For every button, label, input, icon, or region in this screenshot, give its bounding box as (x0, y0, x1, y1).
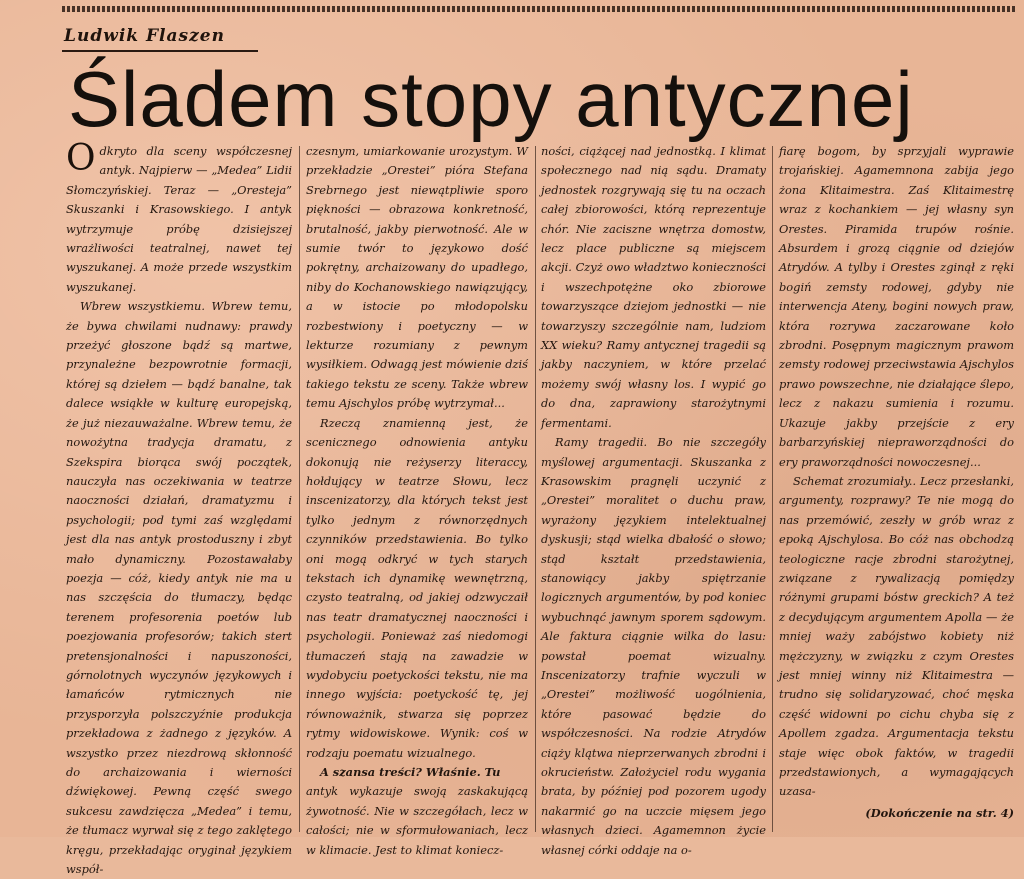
paragraph: czesnym, umiarkowanie urozystym. W przekładzie „Orestei” pióra Stefana Srebrnego jest niewątpliwie sporo piękności — obrazowa konkretność, brutalność, jakby pierwotność. Ale w sumie twór to językowo dość pokrętny, archaizowany do upadłego, niby do Kochanowskiego nawiązujący, a w istocie po młodopolsku rozbestwiony i poetyczny — w lekturze rozumiany z pewnym wysiłkiem. Odwagą jest mówienie dziś takiego tekstu ze sceny. Także wbrew temu Ajschylos próbę wytrzymał... (306, 144, 528, 411)
paragraph: dkryto dla sceny współczesnej antyk. Najpierw — „Medea” Lidii Słomczyńskiej. Teraz — „Oresteja” Skuszanki i Krasowskiego. I antyk wytrzymuje próbę dzisiejszej wrażliwości teatralnej, nawet tej wyszukanej. A może przede wszystkim wyszukanej. (66, 144, 292, 294)
paragraph: fiarę bogom, by sprzyjali wyprawie trojańskiej. Agamemnona zabija jego żona Klitaimestra. Zaś Klitaimestrę wraz z kochankiem — jej własny syn Orestes. Piramida trupów rośnie. Absurdem i grozą ciągnie od dziejów Atrydów. A tylby i Orestes zginął z ręki bogiń zemsty rodowej, gdyby nie interwencja Ateny, bogini nowych praw, która rozrywa zaczarowane koło zbrodni. Posępnym magicznym prawom zemsty rodowej przeciwstawia Ajschylos prawo powszechne, nie działające ślepo, lecz z nakazu sumienia i rozumu. Ukazuje jakby przejście z ery barbarzyńskiej niepraworządności do ery praworządności nowoczesnej... (779, 144, 1014, 469)
article-headline: Śladem stopy antycznej (68, 55, 914, 143)
column-divider (772, 146, 773, 832)
column-divider (535, 146, 536, 832)
paragraph: Ramy tragedii. Bo nie szczegóły myślowej argumentacji. Skuszanka z Krasowskim pragnęli uczynić z „Orestei” moralitet o duchu praw, wyrażony językiem intelektualnej dyskusji; stąd wielka dbałość o słowo; stąd kształt przedstawienia, stanowiący jakby spiętrzanie logicznych argumentów, by pod koniec wybuchnąć jawnym sporem sądowym. Ale faktura ciągnie wilka do lasu: powstał poemat wizualny. Inscenizatorzy trafnie wyczuli w „Orestei” możliwość uogólnienia, które pasować będzie do współczesności. Na rodzie Atrydów ciąży klątwa nieprzerwanych zbrodni i okrucieństw. Założyciel rodu wygania brata, by później pod pozorem ugody nakarmić go na uczcie mięsem jego własnych dzieci. Agamemnon życie własnej córki oddaje na o- (541, 435, 766, 857)
top-rule (62, 6, 1017, 12)
author-byline: Ludwik Flaszen (64, 26, 225, 46)
paragraph: Rzeczą znamienną jest, że scenicznego odnowienia antyku dokonują nie reżyserzy literaccy, hołdujący w teatrze Słowu, lecz inscenizatorzy, dla których tekst jest tylko jednym z równorzędnych czynników przedstawienia. Bo tylko oni mogą odkryć w tych starych tekstach ich dynamikę wewnętrzną, czysto teatralną, od jakiej odzwyczaił nas teatr dramatycznej naoczności i psychologii. Ponieważ zaś niedomogi tłumaczeń stają na zawadzie w wydobyciu poetyckości tekstu, nie ma innego wyjścia: poetyckość tę, jej równoważnik, stwarza się poprzez rytmy widowiskowe. Wynik: coś w rodzaju poematu wizualnego. (306, 415, 528, 760)
column-divider (299, 146, 300, 832)
paragraph: Wbrew wszystkiemu. Wbrew temu, że bywa chwilami nudnawy: prawdy przeżyć głoszone bądź są martwe, przynależne bezpowrotnie formacji, której są dziełem — bądź banalne, tak dalece wsiąkłe w kulturę europejską, że już niezauważalne. Wbrew temu, że nowożytna tradycja dramatu, z Szekspira biorąca swój początek, nauczyła nas oczekiwania w teatrze naoczności działań, dramatyzmu i psychologii; pod tymi zaś względami jest dla nas antyk prostoduszny i zbyt mało dynamiczny. Pozostawałaby poezja — cóż, kiedy antyk nie ma u nas szczęścia do tłumaczy, będąc terenem profesorenia poetów lub poezjowania profesorów; takich stert pretensjonalności i napuszoności, górnolotnych wyczynów językowych i łamańców rytmicznych nie przysporzyła polszczyźnie produkcja przekładowa z żadnego z języków. A wszystko przez niezdrową skłonność do archaizowania i wierności dźwiękowej. Pewną część swego sukcesu zawdzięcza „Medea” i temu, że tłumacz wyrwał się z tego zaklętego kręgu, przekładając oryginał językiem współ- (66, 299, 292, 877)
article-column-4 (779, 142, 1014, 832)
section-lead: A szansa treści? Właśnie. Tu (320, 765, 501, 779)
paragraph: antyk wykazuje swoją zaskakującą żywotność. Nie w szczegółach, lecz w całości; nie w sformułowaniach, lecz w klimacie. Jest to klimat koniecz- (306, 784, 528, 857)
article-column-1 (66, 138, 292, 877)
paragraph: Schemat zrozumiały.. Lecz przesłanki, argumenty, rozprawy? Te nie mogą do nas przemówić, zeszły w grób wraz z epoką Ajschylosa. Bo cóż nas obchodzą teologiczne racje zbrodni starożytnej, związane z rywalizacją pomiędzy różnymi grupami bóstw greckich? A też z decydującym argumentem Apolla — że mniej waży zabójstwo kobiety niż mężczyzny, w związku z czym Orestes jest mniej winny niż Klitaimestra — trudno się solidaryzować, choć męska część widowni po cichu chyba się z Apollem zgadza. Argumentacja tekstu staje więc obok faktów, w tragedii przedstawionych, a wymagających uzasa- (779, 473, 1014, 799)
paragraph: ności, ciążącej nad jednostką. I klimat społecznego nad nią sądu. Dramaty jednostek rozgrywają się tu na oczach całej zbiorowości, którą reprezentuje chór. Nie zaciszne wnętrza domostw, lecz place publiczne są miejscem akcji. Czyż owo władztwo konieczności i wszechpotężne oko zbiorowe towarzyszące dziejom jednostki — nie towarzyszy szczególnie nam, ludziom XX wieku? Ramy antycznej tragedii są jakby naczyniem, w które przelać możemy swój własny los. I wypić go do dna, zaprawiony starożytnymi fermentami. (541, 144, 766, 430)
byline-underline (62, 50, 258, 52)
article-column-3 (541, 142, 766, 857)
continued-note: (Dokończenie na str. 4) (865, 805, 1014, 820)
article-column-2 (306, 142, 528, 857)
drop-cap: O (66, 138, 96, 179)
